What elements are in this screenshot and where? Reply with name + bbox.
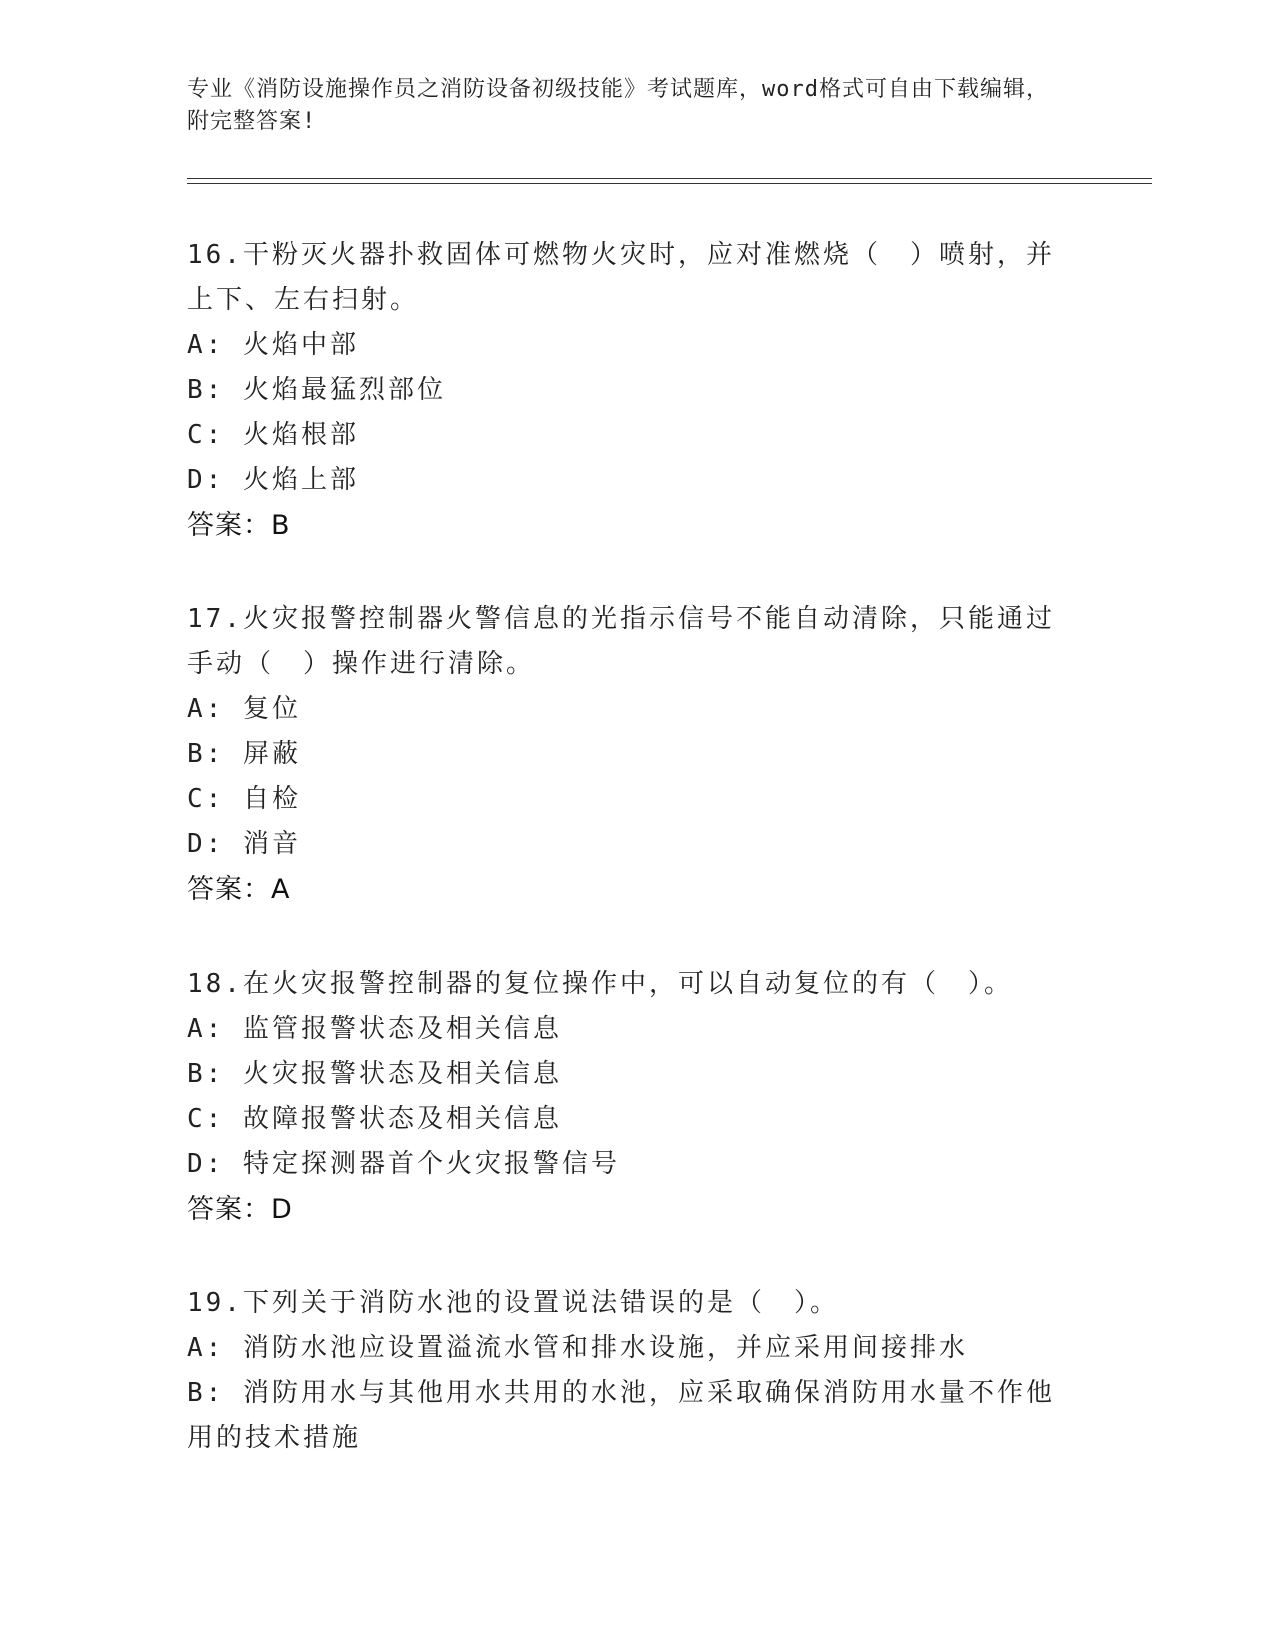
question-stem: 18.在火灾报警控制器的复位操作中，可以自动复位的有（ ）。 [187, 969, 1013, 999]
option-a: A: 复位 [187, 694, 301, 724]
header-divider-line-secondary [187, 183, 1152, 184]
answer-label: 答案：B [187, 510, 291, 541]
question-17 [187, 597, 1067, 912]
question-19 [187, 1281, 1067, 1461]
option-b: B: 屏蔽 [187, 739, 301, 769]
document-header: 专业《消防设施操作员之消防设备初级技能》考试题库，word格式可自由下载编辑，附完整答案! [187, 77, 1049, 134]
option-c: C: 自检 [187, 784, 301, 814]
option-d: D: 消音 [187, 829, 301, 859]
answer-label: 答案：D [187, 1194, 293, 1225]
option-d: D: 特定探测器首个火灾报警信号 [187, 1149, 620, 1179]
option-a: A: 火焰中部 [187, 330, 359, 360]
option-b: B: 火焰最猛烈部位 [187, 375, 446, 405]
question-stem: 16.干粉灭火器扑救固体可燃物火灾时，应对准燃烧（ ）喷射，并上下、左右扫射。 [187, 240, 1055, 315]
question-stem: 17.火灾报警控制器火警信息的光指示信号不能自动清除，只能通过手动（ ）操作进行清除。 [187, 604, 1055, 679]
option-c: C: 火焰根部 [187, 420, 359, 450]
question-18 [187, 962, 1067, 1232]
question-16 [187, 233, 1067, 548]
header-divider-line [187, 178, 1152, 179]
option-b: B: 消防用水与其他用水共用的水池，应采取确保消防用水量不作他用的技术措施 [187, 1378, 1055, 1453]
answer-label: 答案：A [187, 874, 291, 905]
option-a: A: 监管报警状态及相关信息 [187, 1014, 562, 1044]
option-a: A: 消防水池应设置溢流水管和排水设施，并应采用间接排水 [187, 1333, 968, 1363]
option-d: D: 火焰上部 [187, 465, 359, 495]
option-c: C: 故障报警状态及相关信息 [187, 1104, 562, 1134]
question-stem: 19.下列关于消防水池的设置说法错误的是（ ）。 [187, 1288, 839, 1318]
option-b: B: 火灾报警状态及相关信息 [187, 1059, 562, 1089]
